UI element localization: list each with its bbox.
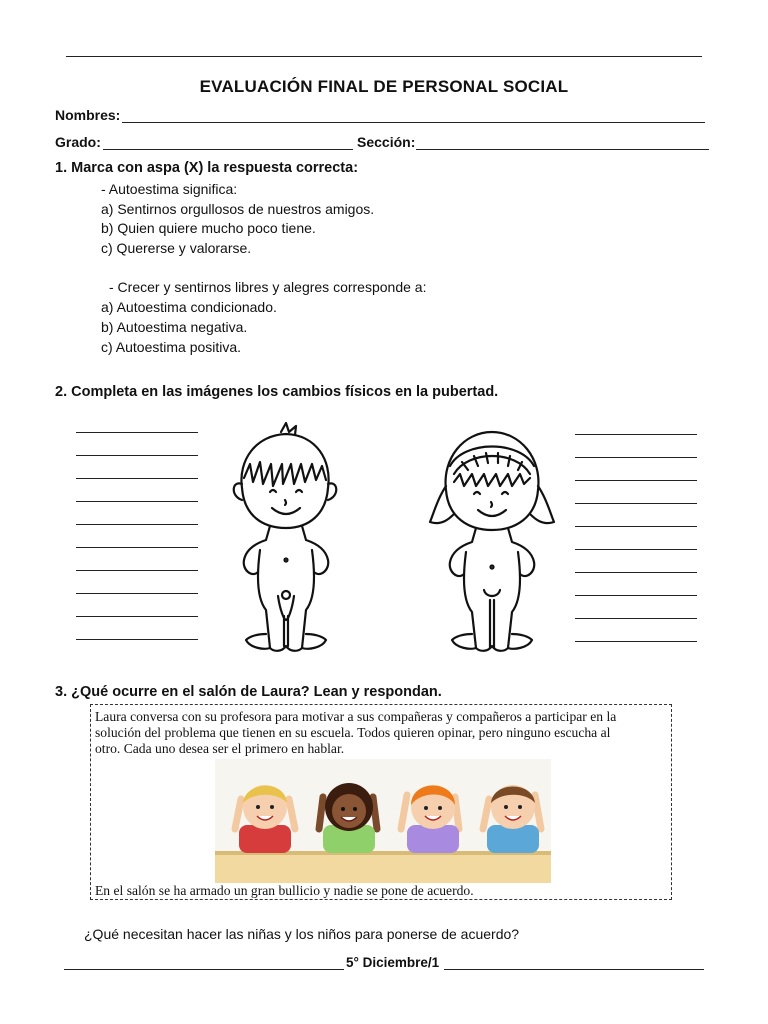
right-answer-line[interactable] (575, 549, 697, 550)
right-answer-line[interactable] (575, 595, 697, 596)
left-answer-line[interactable] (76, 455, 198, 456)
q1-heading: 1. Marca con aspa (X) la respuesta correcta: (55, 160, 359, 176)
story-caption: En el salón se ha armado un gran bullicio y nadie se pone de acuerdo. (95, 883, 474, 898)
right-answer-line[interactable] (575, 641, 697, 642)
q1-part2-option-c[interactable]: c) Autoestima positiva. (101, 339, 242, 355)
grado-field[interactable] (103, 149, 353, 150)
story-line: solución del problema que tienen en su escuela. Todos quieren opinar, pero ninguno escucha al (95, 725, 611, 740)
q1-part2-option-b[interactable]: b) Autoestima negativa. (101, 319, 248, 335)
left-answer-line[interactable] (76, 432, 198, 433)
left-answer-line[interactable] (76, 616, 198, 617)
seccion-label: Sección: (357, 134, 416, 150)
footer-rule-left (64, 969, 344, 970)
left-answer-line[interactable] (76, 639, 198, 640)
left-answer-line[interactable] (76, 478, 198, 479)
top-rule (66, 56, 702, 57)
story-box (90, 704, 672, 900)
seccion-field[interactable] (416, 149, 709, 150)
story-line: otro. Cada uno desea ser el primero en hablar. (95, 741, 345, 756)
boy-outline-drawing (226, 420, 346, 660)
left-answer-line[interactable] (76, 547, 198, 548)
nombres-field[interactable] (122, 122, 705, 123)
q1-part1-option-a[interactable]: a) Sentirnos orgullosos de nuestros amigos. (101, 201, 375, 217)
q1-part1-option-c[interactable]: c) Quererse y valorarse. (101, 240, 252, 256)
left-answer-line[interactable] (76, 501, 198, 502)
right-answer-line[interactable] (575, 434, 697, 435)
story-line: Laura conversa con su profesora para motivar a sus compañeras y compañeros a participar en la (95, 709, 617, 724)
page-title: EVALUACIÓN FINAL DE PERSONAL SOCIAL (199, 77, 569, 96)
left-answer-line[interactable] (76, 524, 198, 525)
nombres-label: Nombres: (55, 107, 121, 123)
q1-part2-prompt: - Crecer y sentirnos libres y alegres corresponde a: (109, 279, 427, 295)
right-answer-line[interactable] (575, 480, 697, 481)
q3-heading: 3. ¿Qué ocurre en el salón de Laura? Lean y respondan. (55, 684, 442, 700)
right-answer-line[interactable] (575, 457, 697, 458)
classroom-kids-illustration (215, 759, 551, 883)
footer-rule-right (444, 969, 704, 970)
q1-part1-option-b[interactable]: b) Quien quiere mucho poco tiene. (101, 220, 316, 236)
girl-outline-drawing (428, 422, 556, 662)
q1-part2-option-a[interactable]: a) Autoestima condicionado. (101, 299, 277, 315)
left-answer-line[interactable] (76, 570, 198, 571)
q2-heading: 2. Completa en las imágenes los cambios físicos en la pubertad. (55, 384, 499, 400)
footer-text: 5° Diciembre/1 (346, 955, 440, 970)
right-answer-line[interactable] (575, 503, 697, 504)
left-answer-line[interactable] (76, 593, 198, 594)
q3-question: ¿Qué necesitan hacer las niñas y los niños para ponerse de acuerdo? (84, 926, 520, 942)
right-answer-line[interactable] (575, 572, 697, 573)
q1-part1-prompt: - Autoestima significa: (101, 181, 238, 197)
right-answer-line[interactable] (575, 618, 697, 619)
right-answer-line[interactable] (575, 526, 697, 527)
grado-label: Grado: (55, 134, 101, 150)
